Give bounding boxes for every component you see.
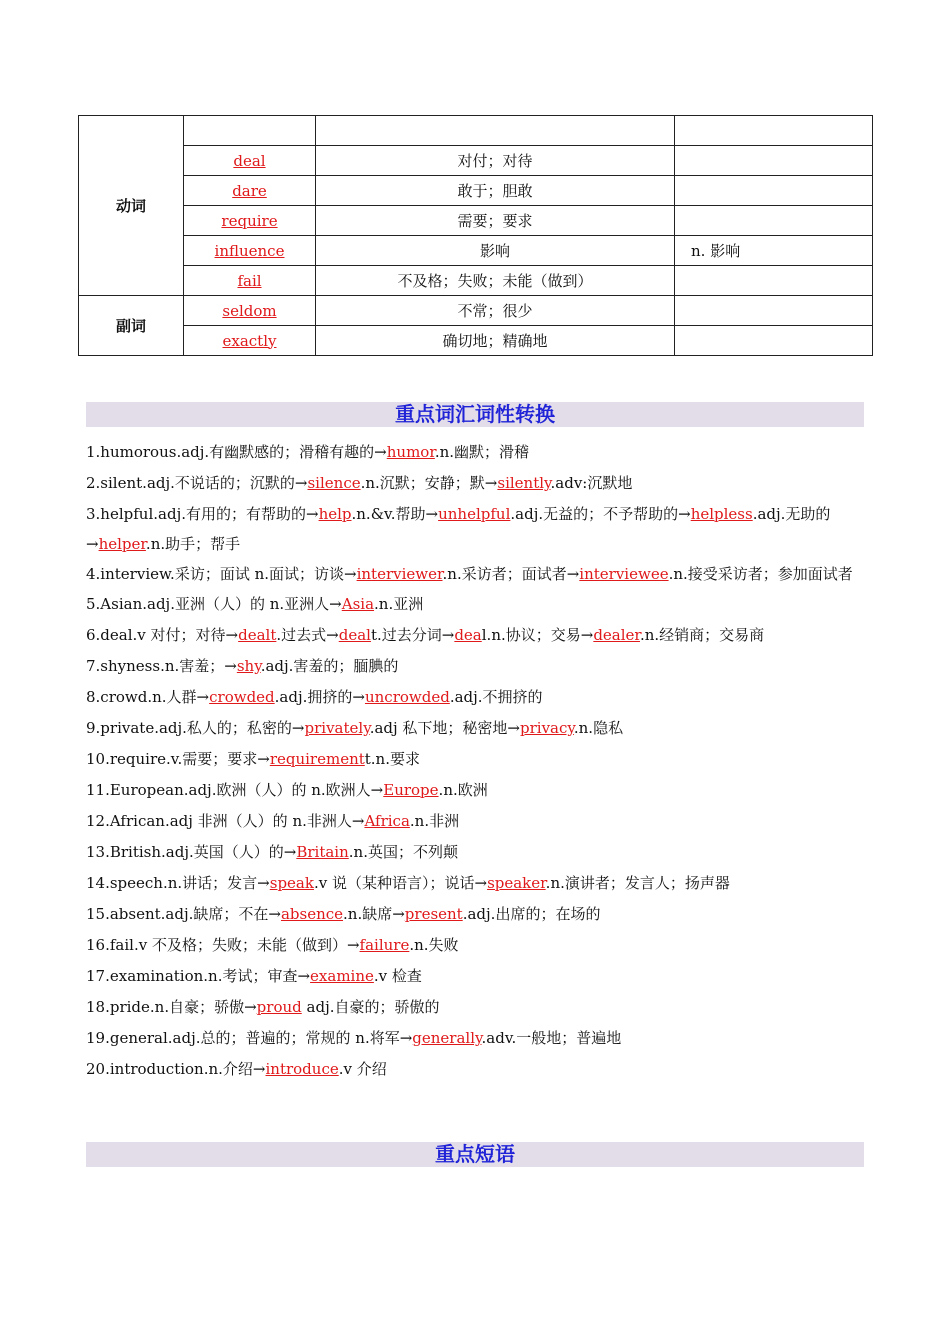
- item-text: .n.欧洲: [438, 781, 488, 799]
- list-item: [86, 713, 866, 744]
- list-item: [86, 899, 866, 930]
- list-item: [86, 775, 866, 806]
- word-cell: deal: [233, 151, 266, 170]
- item-text: 20.introduction.n.介绍→: [86, 1060, 266, 1078]
- answer-word: helpless: [690, 505, 753, 523]
- list-item: [86, 992, 866, 1023]
- table-row: [79, 146, 873, 176]
- note-cell: [675, 116, 873, 146]
- section-heading-conversion: 重点词汇词性转换: [86, 402, 864, 427]
- word-cell: require: [221, 211, 278, 230]
- section-heading-phrases: 重点短语: [86, 1142, 864, 1167]
- item-text: .adv:沉默地: [550, 474, 633, 492]
- item-text: t.过去分词→: [370, 626, 455, 644]
- item-text: .n.&v.帮助→: [351, 505, 439, 523]
- item-text: 1.humorous.adj.有幽默感的；滑稽有趣的→: [86, 443, 387, 461]
- answer-word: present: [404, 905, 463, 923]
- answer-word: silently: [497, 474, 551, 492]
- item-text: 2.silent.adj.不说话的；沉默的→: [86, 474, 308, 492]
- item-text: .v 说（某种语言）；说话→: [313, 874, 488, 892]
- category-cell: 动词: [79, 116, 184, 296]
- table-row: [79, 116, 873, 146]
- answer-word: privacy: [520, 719, 574, 737]
- item-text: 4.interview.采访；面试 n.面试；访谈→: [86, 565, 357, 583]
- meaning-cell: [316, 116, 675, 146]
- item-text: 8.crowd.n.人群→: [86, 688, 210, 706]
- meaning-cell: 影响: [316, 236, 675, 266]
- answer-word: dea: [454, 626, 482, 644]
- item-text: l.n.协议；交易→: [481, 626, 594, 644]
- item-text: .过去式→: [276, 626, 339, 644]
- note-cell: [675, 176, 873, 206]
- answer-word: help: [318, 505, 352, 523]
- item-text: 12.African.adj 非洲（人）的 n.非洲人→: [86, 812, 365, 830]
- item-text: .adv.一般地；普遍地: [481, 1029, 622, 1047]
- item-text: .adj.出席的；在场的: [462, 905, 601, 923]
- item-text: .v 介绍: [338, 1060, 387, 1078]
- item-text: .adj.无助的→: [86, 505, 831, 553]
- answer-word: shy: [236, 657, 261, 675]
- table-row: [79, 206, 873, 236]
- note-cell: [675, 326, 873, 356]
- list-item: [86, 437, 866, 468]
- table-row: [79, 236, 873, 266]
- answer-word: Asia: [341, 595, 375, 613]
- list-item: [86, 499, 866, 559]
- item-text: 7.shyness.n.害羞；→: [86, 657, 237, 675]
- item-text: 16.fail.v 不及格；失败；未能（做到）→: [86, 936, 360, 954]
- item-text: .adj 私下地；秘密地→: [369, 719, 520, 737]
- item-text: 5.Asian.adj.亚洲（人）的 n.亚洲人→: [86, 595, 342, 613]
- item-text: .n.助手；帮手: [145, 535, 241, 553]
- item-text: adj.自豪的；骄傲的: [301, 998, 440, 1016]
- answer-word: proud: [256, 998, 302, 1016]
- note-cell: [675, 266, 873, 296]
- answer-word: Britain: [296, 843, 349, 861]
- answer-word: dealer: [593, 626, 640, 644]
- list-item: [86, 468, 866, 499]
- answer-word: requirement: [269, 750, 365, 768]
- answer-word: generally: [412, 1029, 482, 1047]
- answer-word: failure: [359, 936, 410, 954]
- list-item: [86, 930, 866, 961]
- item-text: .n.采访者；面试者→: [442, 565, 580, 583]
- answer-word: crowded: [209, 688, 275, 706]
- table-row: [79, 176, 873, 206]
- item-text: .n.幽默；滑稽: [434, 443, 530, 461]
- answer-word: humor: [386, 443, 435, 461]
- list-item: [86, 1054, 866, 1085]
- answer-word: interviewee: [579, 565, 669, 583]
- list-item: [86, 961, 866, 992]
- list-item: [86, 559, 866, 589]
- vocab-table: [78, 115, 873, 356]
- item-text: .adj.拥挤的→: [274, 688, 365, 706]
- word-cell: [184, 116, 316, 146]
- word-cell: dare: [232, 181, 267, 200]
- meaning-cell: 不常；很少: [316, 296, 675, 326]
- answer-word: Africa: [364, 812, 410, 830]
- item-text: .n.演讲者；发言人；扬声器: [545, 874, 730, 892]
- item-text: 14.speech.n.讲话；发言→: [86, 874, 270, 892]
- answer-word: speaker: [487, 874, 546, 892]
- item-text: t.n.要求: [364, 750, 420, 768]
- item-text: 18.pride.n.自豪；骄傲→: [86, 998, 257, 1016]
- answer-word: Europe: [383, 781, 439, 799]
- item-text: 10.require.v.需要；要求→: [86, 750, 270, 768]
- answer-word: introduce: [265, 1060, 339, 1078]
- item-text: 13.British.adj.英国（人）的→: [86, 843, 297, 861]
- answer-word: uncrowded: [364, 688, 450, 706]
- item-text: .n.失败: [409, 936, 459, 954]
- list-item: [86, 806, 866, 837]
- item-text: 15.absent.adj.缺席；不在→: [86, 905, 281, 923]
- item-text: .n.经销商；交易商: [639, 626, 765, 644]
- answer-word: interviewer: [356, 565, 443, 583]
- word-cell: fail: [237, 271, 262, 290]
- answer-word: examine: [310, 967, 374, 985]
- meaning-cell: 敢于；胆敢: [316, 176, 675, 206]
- list-item: [86, 837, 866, 868]
- item-text: 6.deal.v 对付；对待→: [86, 626, 239, 644]
- table-row: [79, 296, 873, 326]
- answer-word: unhelpful: [438, 505, 511, 523]
- meaning-cell: 不及格；失败；未能（做到）: [316, 266, 675, 296]
- table-row: [79, 266, 873, 296]
- word-cell: seldom: [222, 301, 277, 320]
- item-text: 17.examination.n.考试；审查→: [86, 967, 311, 985]
- list-item: [86, 682, 866, 713]
- list-item: [86, 744, 866, 775]
- meaning-cell: 对付；对待: [316, 146, 675, 176]
- item-text: .n.亚洲: [374, 595, 424, 613]
- note-cell: [675, 146, 873, 176]
- answer-word: deal: [338, 626, 371, 644]
- item-text: .adj.害羞的；腼腆的: [260, 657, 399, 675]
- item-text: .n.非洲: [409, 812, 460, 830]
- item-text: .n.英国；不列颠: [348, 843, 458, 861]
- item-text: .v 检查: [373, 967, 422, 985]
- item-text: 3.helpful.adj.有用的；有帮助的→: [86, 505, 319, 523]
- answer-word: helper: [98, 535, 146, 553]
- item-text: .adj.不拥挤的: [449, 688, 543, 706]
- answer-word: absence: [280, 905, 344, 923]
- meaning-cell: 确切地；精确地: [316, 326, 675, 356]
- item-text: 11.European.adj.欧洲（人）的 n.欧洲人→: [86, 781, 384, 799]
- table-row: [79, 326, 873, 356]
- item-text: 9.private.adj.私人的；私密的→: [86, 719, 305, 737]
- list-item: [86, 620, 866, 651]
- item-text: .n.接受采访者；参加面试者: [668, 565, 853, 583]
- answer-word: privately: [304, 719, 370, 737]
- list-item: [86, 589, 866, 620]
- item-text: .adj.无益的；不予帮助的→: [510, 505, 691, 523]
- item-text: .n.缺席→: [343, 905, 405, 923]
- answer-word: silence: [307, 474, 361, 492]
- list-item: [86, 1023, 866, 1054]
- item-text: 19.general.adj.总的；普遍的；常规的 n.将军→: [86, 1029, 413, 1047]
- note-cell: [675, 206, 873, 236]
- item-text: .n.沉默；安静；默→: [360, 474, 498, 492]
- answer-word: speak: [269, 874, 314, 892]
- meaning-cell: 需要；要求: [316, 206, 675, 236]
- answer-word: dealt: [238, 626, 277, 644]
- note-cell: n. 影响: [675, 236, 873, 266]
- list-item: [86, 651, 866, 682]
- word-cell: influence: [214, 241, 285, 260]
- item-text: .n.隐私: [573, 719, 624, 737]
- list-item: [86, 868, 866, 899]
- note-cell: [675, 296, 873, 326]
- category-cell: 副词: [79, 296, 184, 356]
- conversion-list: [86, 437, 866, 1085]
- word-cell: exactly: [222, 331, 277, 350]
